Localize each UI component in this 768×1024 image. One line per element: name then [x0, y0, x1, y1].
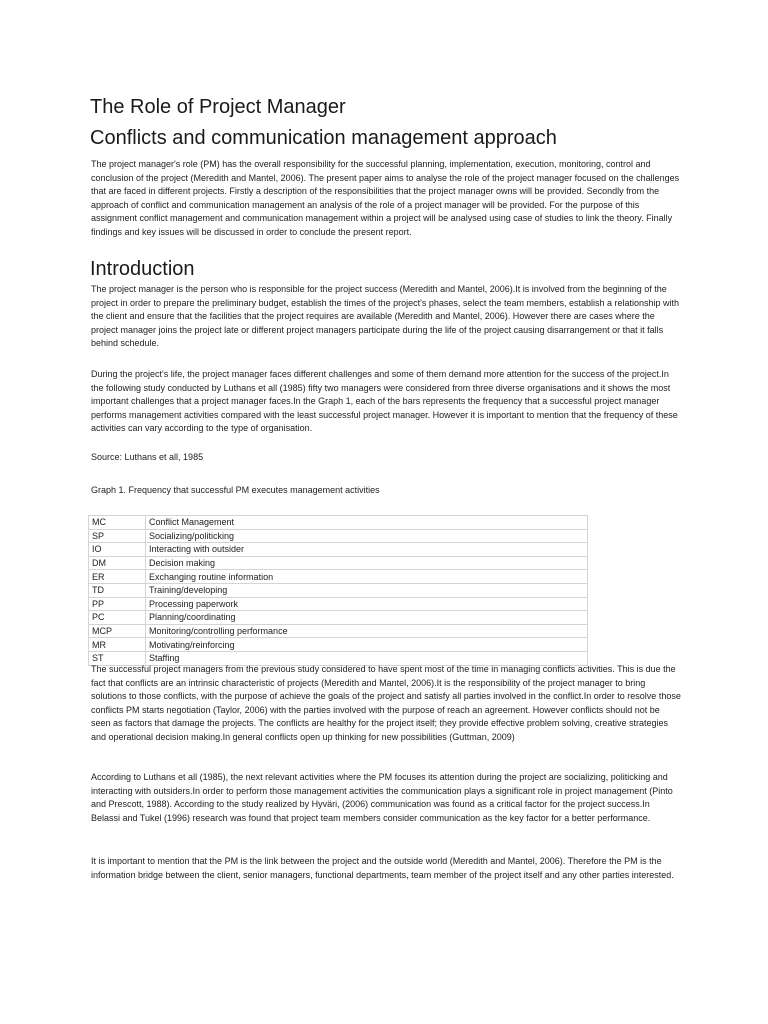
legend-code: MC	[89, 516, 146, 530]
table-row	[89, 516, 588, 530]
legend-label: Decision making	[146, 556, 588, 570]
graph-caption: Graph 1. Frequency that successful PM executes management activities	[91, 485, 380, 495]
legend-label: Conflict Management	[146, 516, 588, 530]
body-paragraph-5: It is important to mention that the PM is the link between the project and the outside world (Meredith and Mantel, 2006). Therefore the PM is the information bridge between the client, senior managers, functional departments, team member of the project itself and any other parties interested.	[91, 856, 674, 880]
legend-label: Planning/coordinating	[146, 611, 588, 625]
legend-code: SP	[89, 529, 146, 543]
table-row	[89, 583, 588, 597]
table-row	[89, 570, 588, 584]
legend-code: MR	[89, 638, 146, 652]
section-heading-introduction: Introduction	[90, 258, 195, 280]
legend-label: Processing paperwork	[146, 597, 588, 611]
table-row	[89, 529, 588, 543]
table-row	[89, 543, 588, 557]
legend-label: Socializing/politicking	[146, 529, 588, 543]
legend-code: ST	[89, 651, 146, 665]
section-paragraph-1: The project manager is the person who is responsible for the project success (Meredith and Mantel, 2006).It is involved from the beginning of the project in order to prepare the preliminary budget, establish the times of the project's phases, select the team members, establish a relationship with the client and ensure that the facilities that the project requires are available (Meredith and Mantel, 2006). However there are cases where the project manager joins the project late or different project managers participate during the life of the project causing disarrangement or that it falls behind schedule.	[91, 284, 680, 349]
legend-code: MCP	[89, 624, 146, 638]
legend-label: Staffing	[146, 651, 588, 665]
graph-legend-table	[88, 515, 588, 666]
legend-code: DM	[89, 556, 146, 570]
document-title: The Role of Project Manager	[90, 96, 346, 118]
legend-code: ER	[89, 570, 146, 584]
legend-label: Monitoring/controlling performance	[146, 624, 588, 638]
legend-code: IO	[89, 543, 146, 557]
intro-paragraph: The project manager's role (PM) has the overall responsibility for the successful planning, implementation, execution, monitoring, control and conclusion of the project (Meredith and Mantel, 2006). The present paper aims to analyse the role of the project manager focused on the challenges that are faced in different projects. Firstly a description of the responsibilities that the project manager owns will be provided. Secondly from the approach of conflict and communication management an analysis of the role of a project manager will be provided. For the purpose of this assignment conflict management and communication management within a project will be analysed using case of studies to link the theory. Finally findings and key issues will be discussed in order to conclude the present report.	[91, 159, 680, 237]
body-paragraph-4: According to Luthans et all (1985), the next relevant activities where the PM focuses its attention during the project are socializing, politicking and interacting with outsiders.In order to perform those management activities the communication plays a significant role in project management (Pinto and Prescott, 1988). According to the study realized by Hyväri, (2006) communication was found as a critical factor for the project success.In Belassi and Tukel (1996) research was found that project team members consider communication as the key factor for a better performance.	[91, 772, 673, 823]
legend-code: PC	[89, 611, 146, 625]
legend-label: Training/developing	[146, 583, 588, 597]
legend-label: Interacting with outsider	[146, 543, 588, 557]
table-row	[89, 624, 588, 638]
source-citation: Source: Luthans et all, 1985	[91, 452, 204, 462]
legend-code: TD	[89, 583, 146, 597]
table-row	[89, 611, 588, 625]
table-row	[89, 597, 588, 611]
table-row	[89, 638, 588, 652]
legend-code: PP	[89, 597, 146, 611]
section-paragraph-2: During the project's life, the project manager faces different challenges and some of them demand more attention for the success of the project.In the following study conducted by Luthans et all (1985) fifty two managers were considered from three diverse organisations and it shows the most important challenges that a project manager faces.In the Graph 1, each of the bars represents the frequency that a successful project manager performs management activities compared with the least successful project manager. However it is important to mention that the frequency of these activities can vary according to the type of organisation.	[91, 369, 678, 434]
legend-label: Motivating/reinforcing	[146, 638, 588, 652]
body-paragraph-3: The successful project managers from the previous study considered to have spent most of the time in managing conflicts activities. This is due the fact that conflicts are an intrinsic characteristic of projects (Meredith and Mantel, 2006).It is the responsibility of the project manager to bring solutions to those conflicts, with the purpose of achieve the goals of the project and satisfy all parties involved in the conflict.In order to resolve those conflicts PM starts negotiation (Taylor, 2006) with the parties involved with the purpose of reach an agreement. However conflicts should not be seen as factors that damage the projects. The conflicts are healthy for the project itself; they provide effective problem solving, creative strategies and operational decision making.In general conflicts open up thinking for new possibilities (Guttman, 2009)	[91, 664, 681, 742]
legend-label: Exchanging routine information	[146, 570, 588, 584]
document-subtitle: Conflicts and communication management approach	[90, 127, 557, 149]
table-row	[89, 556, 588, 570]
